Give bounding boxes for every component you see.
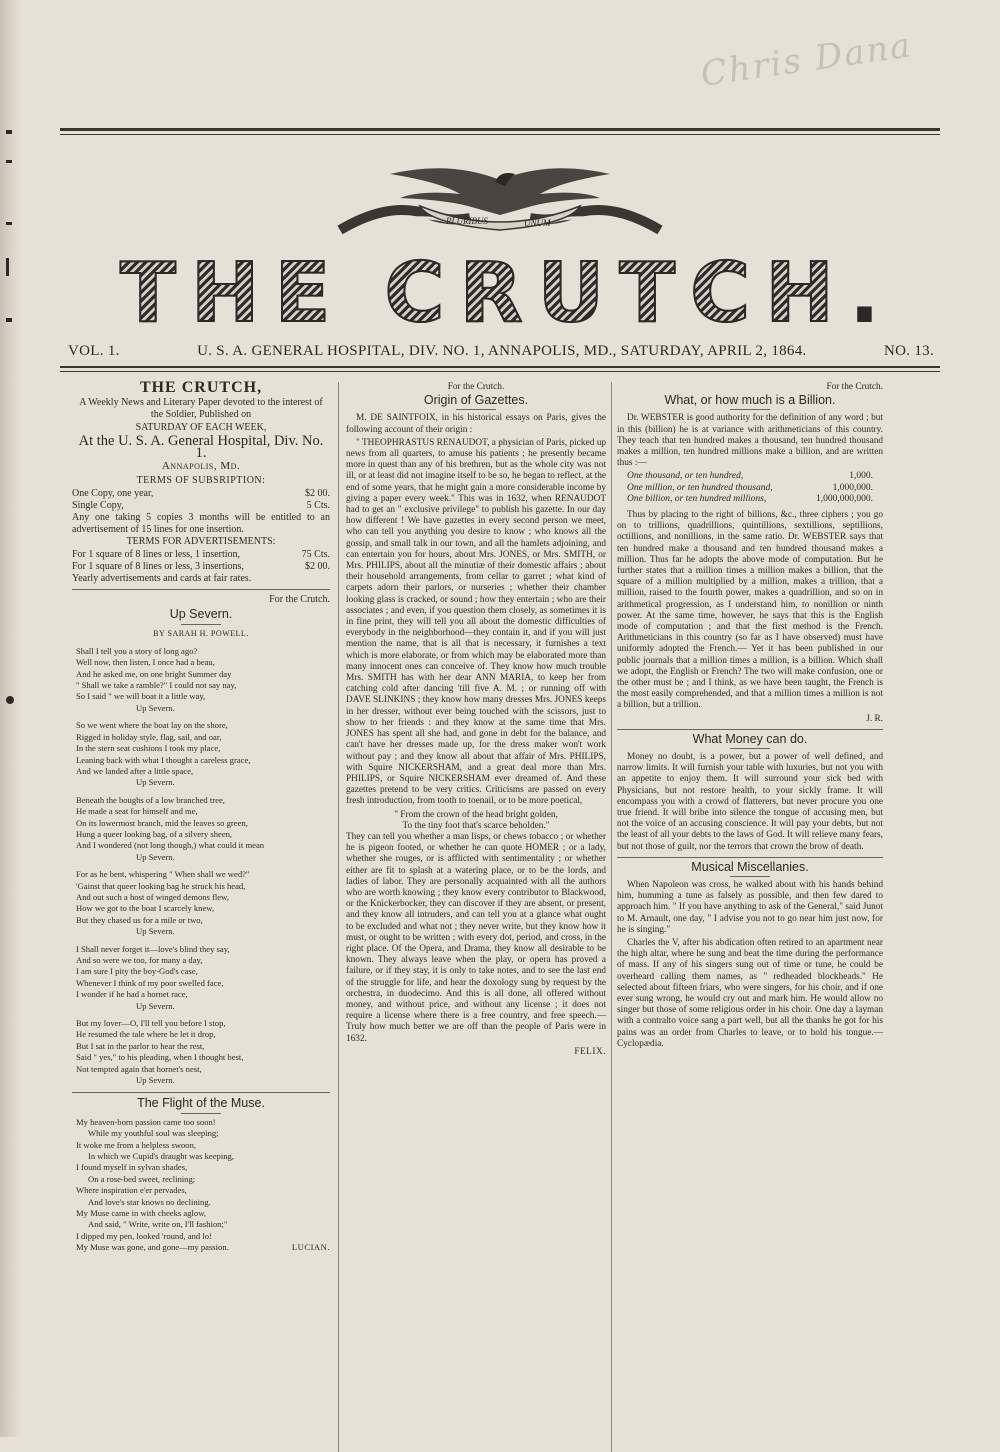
hospital-line: At the U. S. A. General Hospital, Div. No. 1.	[78, 432, 324, 462]
article-title: What, or how much is a Billion.	[664, 393, 836, 408]
poem-line: 'Gainst that queer looking bag he struck his head,	[76, 880, 246, 891]
number-value: 1,000.	[849, 471, 873, 482]
top-rule	[60, 128, 940, 131]
ad-rate-label: For 1 square of 8 lines or less, 3 insertions,	[72, 560, 244, 572]
top-rule-thin	[60, 134, 940, 135]
poem-line: Not tempted again that hornet's nest,	[76, 1063, 202, 1074]
poem-line: For as he bent, whispering " When shall we wed?"	[76, 869, 250, 880]
poem-line: Rigged in holiday style, flag, sail, and oar,	[76, 731, 222, 742]
ad-rate-value: 75 Cts.	[301, 548, 330, 560]
poem-stanza	[76, 944, 330, 1012]
title-letter: T	[120, 246, 176, 341]
poem-line: And so were we too, for many a day,	[76, 955, 203, 966]
poem-line: But I sat in the parlor to hear the rest,	[76, 1040, 205, 1051]
poem-line: Whenever I think of my poor swelled face,	[76, 977, 224, 988]
for-the-crutch: For the Crutch.	[826, 382, 883, 392]
rates-note: Any one taking 5 copies 3 months will be entitled to an advertisement of 15 lines for one insertion.	[72, 512, 330, 536]
poem-line: He made a seat for himself and me,	[76, 806, 198, 817]
poem-line: Hung a queer looking bag, of a silvery sheen,	[76, 828, 233, 839]
for-the-crutch: For the Crutch.	[269, 594, 330, 606]
number-value: 1,000,000,000.	[816, 494, 873, 505]
poem-refrain: Up Severn.	[136, 926, 175, 937]
number-label: One billion, or ten hundred millions,	[627, 494, 767, 505]
article-paragraph: They can tell you whether a man lisps, or chews tobacco ; or whether he is pigeon footed, or whether he can quote HOMER ; or a lady, whether she rouges, or is afflicted with sentimentality ; or whether either are fit to splash at a watering place, or to be the lords, and ladies of labor. They are personally acquainted with all the authors who are worth knowing ; they know every contributor to Blackwood, or the Knickerbocker, they can discover if they are absent, or present, and they know all intruders, and can tell you at a glance what ought to be excluded and what not ; they never write, but they know how it must, or ought to be written ; with every dot, period, and cross, in the right place. Of the Opera, and Drama, they know all desirable to be known. They always leave when the play, or opera has proved a failure, or if they stay, it is only to take notes, and to see the last end of the struggle for life, and hear the doxology sung by request by the orchestra, in duodecimo. And this is all done, all offered without money, and without price, and without any license ; it does not require a license where there is a free country, and free speech.— Truly how much better we are off than the people of Paris were in 1632.	[346, 831, 606, 1044]
issue-number: NO. 13.	[883, 343, 934, 359]
column-2	[346, 382, 606, 1058]
poem-stanza	[76, 1018, 330, 1086]
poem-line: So I said " we will boat it a little way,	[76, 691, 206, 702]
masthead-title	[120, 246, 880, 342]
poem-signature: LUCIAN.	[291, 1242, 330, 1253]
article-paragraph: M. DE SAINTFOIX, in his historical essays on Paris, gives the following account of their origin :	[346, 413, 606, 435]
poem-line: So we went where the boat lay on the shore,	[76, 720, 228, 731]
poem-refrain: Up Severn.	[136, 851, 175, 862]
poem-line: And out such a host of winged demons flew,	[76, 891, 229, 902]
poem-title: The Flight of the Muse.	[137, 1096, 265, 1111]
article-title: Musical Miscellanies.	[691, 859, 809, 874]
rate-row	[72, 488, 330, 500]
poem-flight-of-muse	[76, 1117, 330, 1242]
eagle-icon	[300, 160, 700, 260]
number-label: One million, or ten hundred thousand,	[627, 482, 773, 493]
poem-line: I Shall never forget it—love's blind they say,	[76, 943, 230, 954]
poem-refrain: Up Severn.	[136, 1075, 175, 1086]
poem-line: " Shall we take a ramble?" I could not say nay,	[76, 680, 237, 691]
poem-line: How we got to the boat I scarcely knew,	[76, 903, 215, 914]
poem-line: In the stern seat cushions I took my place,	[76, 743, 221, 754]
verse-line: " From the crown of the head bright golden,	[394, 809, 558, 820]
poem-stanza	[76, 869, 330, 937]
article-paragraph: Charles the V, after his abdication often retired to an apartment near the high altar, where he sung and beat the time during the performance of mass. If any of his singers sung out of time or tune, he could be overheard calling them names, as " redheaded blockheads." He selected about fifteen friars, who were singers, for his choir, and if one ever sung wrong, he would cry out and mark him. He would allow no singer but those of some religious order in his choir. One day a layman with a contralto voice sang a part well, but all the thanks he got for his pains was an order from Charles to leave, or to hold his tongue.—Cyclopædia.	[617, 938, 883, 1049]
poem-line: And said, " Write, write on, I'll fashion;"	[88, 1219, 228, 1230]
ad-rate-value: $2 00.	[305, 560, 330, 572]
ads-heading: TERMS FOR ADVERTISEMENTS:	[126, 536, 276, 548]
poem-line: And he asked me, on one bright Summer day	[76, 668, 232, 679]
article-paragraph: Thus by placing to the right of billions, &c., three ciphers ; you go on to trillions, quadrillions, quintillions, sextillions, septillions, octillions, and nonillions, in the same ratio. Dr. WEBSTER says that ten hundred make a thousand and ten hundred thousand makes a million. Thus far he adopts the above mode of computation. But he further states that a million times a million makes a billion, that the square of a million multiplied by a million, makes a trillion, that a million, raised to the fourth power, makes a quadrillion, and so on in arithmetical progression, as I understand him, to nonillion or ninth power. At the same time, however, he says that this is the English mode of computation ; and that the first method is the French. Arithmeticians in this country (so far as I have observed) must have uniformly adopted the French.— Yet it has been published in our public journals that a million times a million, is a billion. Which shall we adopt, the English or French? The two will make confusion, one or the other must be ; and I think, as we have been taught, the French is the most easily comprehended, and that a million times a million is not a billion, but a trillion.	[617, 509, 883, 711]
title-letter: U	[537, 246, 605, 341]
poem-line: My Muse came in with cheeks aglow,	[76, 1207, 206, 1218]
title-letter: H	[190, 246, 260, 341]
poem-refrain: Up Severn.	[136, 702, 175, 713]
section-divider	[72, 589, 330, 590]
dateline-rule-thin	[60, 371, 940, 372]
poem-line: I wonder if he had a hornet race,	[76, 989, 188, 1000]
rate-label: Single Copy,	[72, 499, 124, 511]
short-rule	[181, 1113, 221, 1114]
poem-title: Up Severn.	[169, 607, 233, 622]
number-table	[627, 471, 883, 506]
poem-line: And we landed after a little space,	[76, 765, 194, 776]
eagle-emblem	[300, 160, 700, 260]
article-title: What Money can do.	[692, 731, 808, 746]
article-paragraph: Dr. WEBSTER is good authority for the definition of any word ; but in this (billion) he is at variance with arithmeticians of this country. They teach that ten hundred makes a thousand, ten hundred thousand makes a million, ten hundred millions make a billion, and are written thus :—	[617, 413, 883, 469]
poem-line: I dipped my pen, looked 'round, and lo!	[76, 1230, 212, 1241]
poem-refrain: Up Severn.	[136, 1000, 175, 1011]
article-signature: J. R.	[866, 713, 883, 724]
dateline-rule	[60, 366, 940, 368]
column-divider	[611, 382, 612, 1452]
section-divider	[72, 1092, 330, 1093]
section-divider	[617, 729, 883, 730]
rate-label: One Copy, one year,	[72, 487, 154, 499]
poem-closing	[76, 1242, 330, 1253]
poem-line: Said " yes," to his pleading, when I thought best,	[76, 1052, 244, 1063]
ad-rate-row	[72, 561, 330, 573]
poem-line: In which we Cupid's draught was keeping,	[88, 1150, 234, 1161]
title-letter: C	[384, 246, 445, 341]
short-rule	[181, 624, 221, 625]
poem-stanza	[76, 720, 330, 788]
verse-line: To the tiny foot that's scarce beholden."	[402, 820, 550, 831]
title-letter: R	[459, 246, 523, 341]
dateline-place: U. S. A. GENERAL HOSPITAL, DIV. NO. 1, ANNAPOLIS, MD., SATURDAY, APRIL 2, 1864.	[197, 343, 807, 359]
article-paragraph: " THEOPHRASTUS RENAUDOT, a physician of Paris, picked up news from all quarters, to amuse his patients ; he presently became more in quest than any of his brethren, but as the whole city was not ill, or at least did not imagine itself to be so, he began to reflect, at the end of some years, that he might gain a more considerable income by giving a paper every week." This was in 1632, when RENAUDOT had to get an " exclusive privilege" to publish his gazette. In our day how different ! We have gazettes in every second person we meet, who can tell you anything you desire to know ; who knows all the gossip, and small talk in our town, and all the hamlets adjoining, and can entertain you for hours, about Mrs. JONES, or Mrs. SMITH, or Mrs. PHILIPS, about all the minutiæ of their domestic affairs ; about their household arrangements, from cellar to garret ; what kind of carpets adorn their parlors, or nurseries ; whether their chamber looking glass is cracked, or sound ; how they entertain ; who are their associates ; and even, if you question them closely, as sometimes it is in fine print, they will tell you all about the domestic difficulties of everybody in the neighborhood—they contain it, and if you will just mention the name, that is all that is necessary, it furnishes a text which is more elaborate, or from which may be elaborated more than many innocent ones can conceive of. They know how much trouble Mrs. SMITH has with her dear ANN MARIA, to keep her from catching cold after dancing 'till five A. M. ; or running off with DAVE SLINKINS ; they know how many dresses Mrs. JONES keeps in her dresser, without ever being touched with the scissors, just to show to her friends : and they know at the same time that Mrs. JONES has spent all she had, and gone in debt for the balance, and can't have her dresses made up, for the dress maker won't work without pay ; and they know all about that affair of Mrs. PHILIPS, with Squire NICKERSHAM, and a great deal more than Mrs. PHILIPS, or Squire NICKERSHAM ever dreamed of. And these gazettes pretend to be very critics. Criticisms are passed on every fresh introduction, from tooth to toenail, or to be more poetical,	[346, 437, 606, 807]
article-signature: FELIX.	[574, 1046, 606, 1057]
poem-line: Where inspiration e'er pervades,	[76, 1185, 187, 1196]
dateline	[68, 343, 934, 360]
poem-line: On its lowermost branch, mid the leaves so green,	[76, 817, 248, 828]
ad-rate-label: For 1 square of 8 lines or less, 1 insertion,	[72, 548, 241, 560]
title-letter: T	[619, 246, 676, 341]
number-row	[627, 471, 883, 483]
number-row	[627, 494, 883, 506]
short-rule	[456, 409, 496, 410]
poem-line: But they chased us for a mile or two,	[76, 914, 203, 925]
poem-last-line: My Muse was gone, and gone—my passion.	[76, 1242, 229, 1253]
poem-stanza	[76, 646, 330, 714]
poem-line: I found myself in sylvan shades,	[76, 1162, 188, 1173]
poem-line: And love's star knows no declining.	[88, 1196, 211, 1207]
column-divider	[338, 382, 339, 1452]
rate-value: $2 00.	[305, 487, 330, 499]
banner-left-text: PLURIBUS	[446, 216, 488, 226]
poem-line: He resumed the tale where he let it drop,	[76, 1029, 216, 1040]
rate-value: 5 Cts.	[306, 499, 330, 511]
title-letter: H	[765, 246, 834, 341]
poem-refrain: Up Severn.	[136, 777, 175, 788]
number-row	[627, 483, 883, 495]
number-label: One thousand, or ten hundred,	[627, 471, 744, 482]
poem-line: And I wondered (not long though,) what could it mean	[76, 840, 265, 851]
column-1	[72, 379, 330, 1254]
rate-row	[72, 500, 330, 512]
title-letter: C	[690, 246, 751, 341]
poem-line: While my youthful soul was sleeping;	[88, 1128, 219, 1139]
publication-day: SATURDAY OF EACH WEEK,	[135, 421, 267, 433]
volume-label: VOL. 1.	[68, 343, 120, 359]
poem-line: Leaning back with what I thought a careless grace,	[76, 754, 251, 765]
banner-right-text: UNUM	[524, 218, 551, 228]
poem-line: Well now, then listen, I once had a beau,	[76, 657, 215, 668]
poem-up-severn	[76, 646, 330, 1087]
short-rule	[730, 748, 770, 749]
number-value: 1,000,000.	[832, 482, 873, 493]
article-paragraph: Money no doubt, is a power, but a power of well defined, and narrow limits. It will furnish your table with luxuries, but not you with an appetite to enjoy them. It will surround your sick bed with Physicians, but not restore health, to your sickly frame. It will encompass you with a crowd of flatterers, but never procure you one true friend. It will bribe into silence the tongue of accusing men, but not the voice of an accusing conscience. It will pay your debts, but not the least of all your debts to the laws of God. It will relieve many fears, but not those of guilt, nor the terrors that crown the brow of death.	[617, 751, 883, 852]
poem-line: On a rose-bed sweet, reclining;	[88, 1173, 196, 1184]
ad-rate-row	[72, 549, 330, 561]
title-letter: E	[274, 246, 331, 341]
article-title: Origin of Gazettes.	[423, 393, 529, 408]
for-the-crutch: For the Crutch.	[447, 382, 505, 392]
paper-title: THE CRUTCH,	[139, 379, 263, 396]
city-line: Annapolis, Md.	[161, 460, 241, 473]
poem-byline: BY SARAH H. POWELL.	[153, 628, 249, 638]
handwritten-signature: Chris Dana	[698, 25, 915, 95]
poem-stanza	[76, 795, 330, 863]
poem-line: My heaven-born passion came too soon!	[76, 1116, 216, 1127]
short-rule	[730, 409, 770, 410]
title-period: .	[848, 246, 880, 342]
paper-description: A Weekly News and Literary Paper devoted to the interest of the Soldier, Published on	[79, 397, 323, 421]
article-paragraph: When Napoleon was cross, he walked about with his hands behind him, humming a tune as falsely as possible, and then few dared to approach him. " If you have anything to ask of the General," said Junot to M. Arnault, one day, " I advise you not to go near him just now, for he is singing."	[617, 880, 883, 935]
poem-line: It woke me from a helpless swoon,	[76, 1139, 197, 1150]
column-3	[617, 382, 883, 1052]
terms-heading: TERMS OF SUBSRIPTION:	[136, 475, 266, 487]
ads-note: Yearly advertisements and cards at fair rates.	[72, 573, 252, 585]
poem-line: I am sure I pity the boy-God's case,	[76, 966, 198, 977]
poem-line: Shall I tell you a story of long ago?	[76, 645, 198, 656]
poem-line: But my lover—O, I'll tell you before I stop,	[76, 1018, 226, 1029]
section-divider	[617, 857, 883, 858]
poem-line: Beneath the boughs of a low branched tree,	[76, 794, 225, 805]
short-rule	[730, 876, 770, 877]
